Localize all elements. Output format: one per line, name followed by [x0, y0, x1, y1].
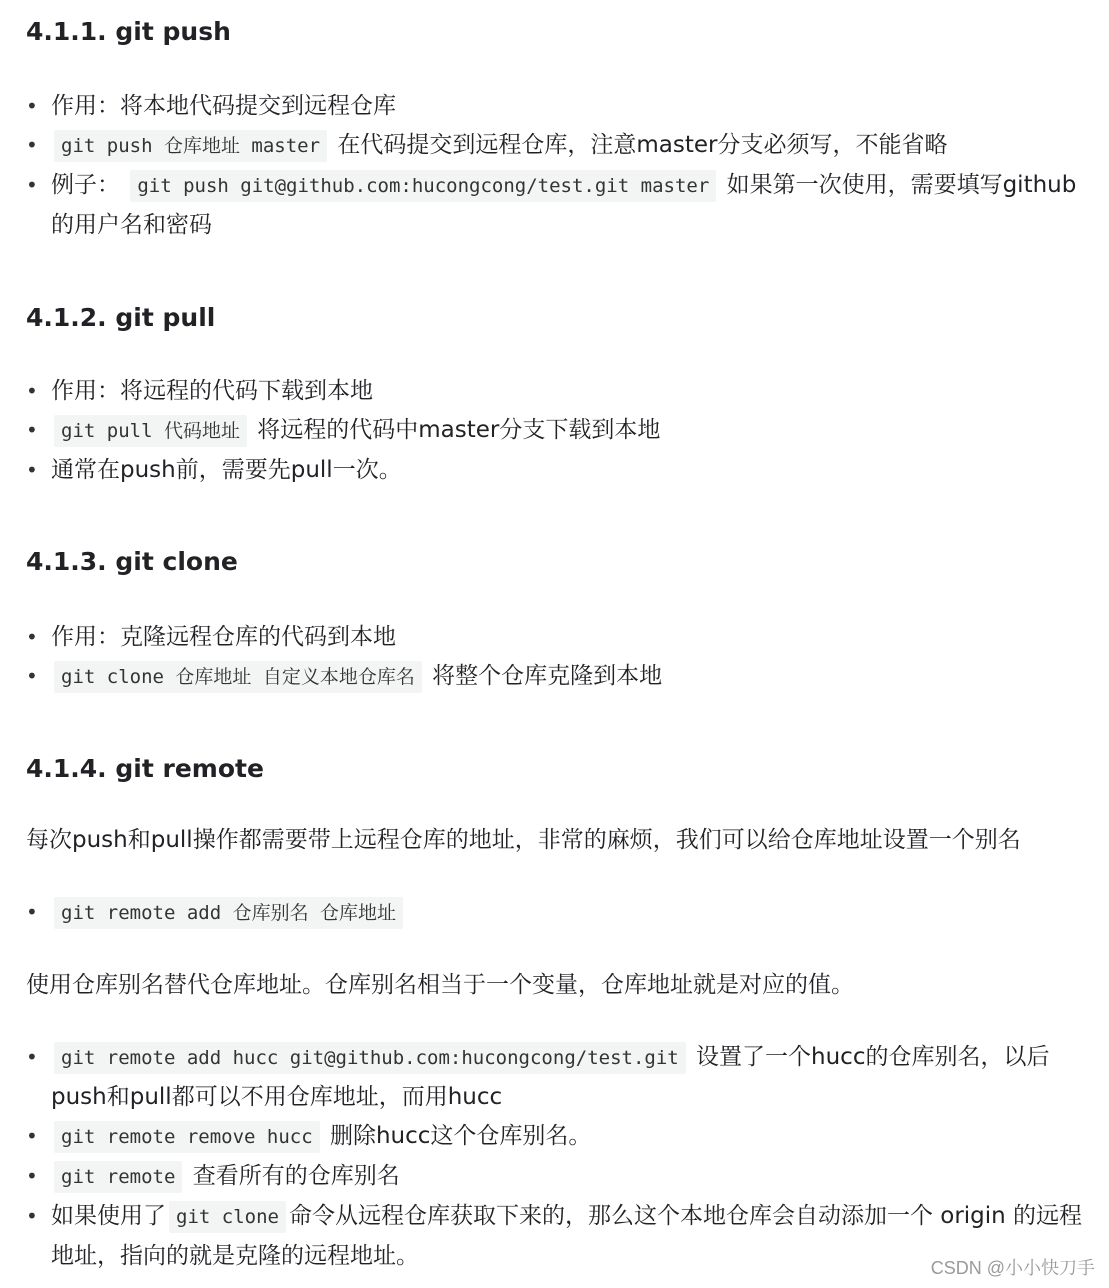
- code-snippet: git clone 仓库地址 自定义本地仓库名: [54, 661, 422, 693]
- watermark: CSDN @小小快刀手: [930, 1258, 1095, 1278]
- item-text: 设置了一个hucc的仓库别名，以后push和pull都可以不用仓库地址，而用hucc: [51, 1044, 1050, 1110]
- item-text: 作用：将远程的代码下载到本地: [51, 378, 373, 404]
- code-snippet: git push git@github.com:hucongcong/test.git master: [130, 170, 716, 202]
- git-remote-list-a: [26, 893, 1086, 933]
- item-text: 将整个仓库克隆到本地: [432, 663, 663, 689]
- list-item: [26, 1157, 1086, 1197]
- item-text: 例子：: [51, 172, 120, 198]
- list-item: [26, 372, 1086, 411]
- list-item: [26, 126, 1086, 166]
- git-push-list: [26, 87, 1086, 245]
- item-text: 作用：将本地代码提交到远程仓库: [51, 93, 396, 119]
- list-item: [26, 657, 1086, 697]
- code-snippet: git pull 代码地址: [54, 415, 247, 447]
- article-body: [26, 0, 1086, 1276]
- list-item: [26, 893, 1086, 933]
- item-text: 删除hucc这个仓库别名。: [329, 1123, 592, 1149]
- list-item: [26, 1117, 1086, 1157]
- git-remote-list-b: [26, 1038, 1086, 1276]
- list-item: [26, 166, 1086, 245]
- item-text: 如果使用了: [51, 1203, 166, 1229]
- code-snippet: git remote remove hucc: [54, 1121, 320, 1153]
- list-item: [26, 451, 1086, 490]
- list-item: [26, 87, 1086, 126]
- list-item: [26, 618, 1086, 657]
- item-text: 如果第一次使用，需要填写github的用户名和密码: [51, 172, 1077, 238]
- list-item: [26, 411, 1086, 451]
- heading-git-clone: 4.1.3. git clone: [26, 547, 238, 576]
- code-snippet: git remote: [54, 1161, 182, 1193]
- item-text: 查看所有的仓库别名: [192, 1163, 400, 1189]
- heading-git-remote: 4.1.4. git remote: [26, 754, 264, 783]
- list-item: [26, 1038, 1086, 1117]
- paragraph-intro: 每次push和pull操作都需要带上远程仓库的地址，非常的麻烦，我们可以给仓库地址设置一个别名: [26, 827, 1021, 853]
- list-item: [26, 1197, 1086, 1276]
- code-snippet: git remote add 仓库别名 仓库地址: [54, 897, 403, 929]
- git-clone-list: [26, 618, 1086, 697]
- git-pull-list: [26, 372, 1086, 490]
- code-snippet: git clone: [169, 1201, 286, 1233]
- code-snippet: git push 仓库地址 master: [54, 130, 327, 162]
- item-text: 将远程的代码中master分支下载到本地: [257, 417, 661, 443]
- heading-git-push: 4.1.1. git push: [26, 17, 231, 46]
- item-text: 在代码提交到远程仓库，注意master分支必须写，不能省略: [337, 132, 948, 158]
- paragraph-middle: 使用仓库别名替代仓库地址。仓库别名相当于一个变量，仓库地址就是对应的值。: [26, 972, 854, 998]
- code-snippet: git remote add hucc git@github.com:hucongcong/test.git: [54, 1042, 686, 1074]
- item-text: 命令从远程仓库获取下来的，那么这个本地仓库会自动添加一个 origin 的远程地址，指向的就是克隆的远程地址。: [51, 1203, 1083, 1269]
- item-text: 通常在push前，需要先pull一次。: [51, 457, 402, 483]
- heading-git-pull: 4.1.2. git pull: [26, 303, 216, 332]
- item-text: 作用：克隆远程仓库的代码到本地: [51, 624, 396, 650]
